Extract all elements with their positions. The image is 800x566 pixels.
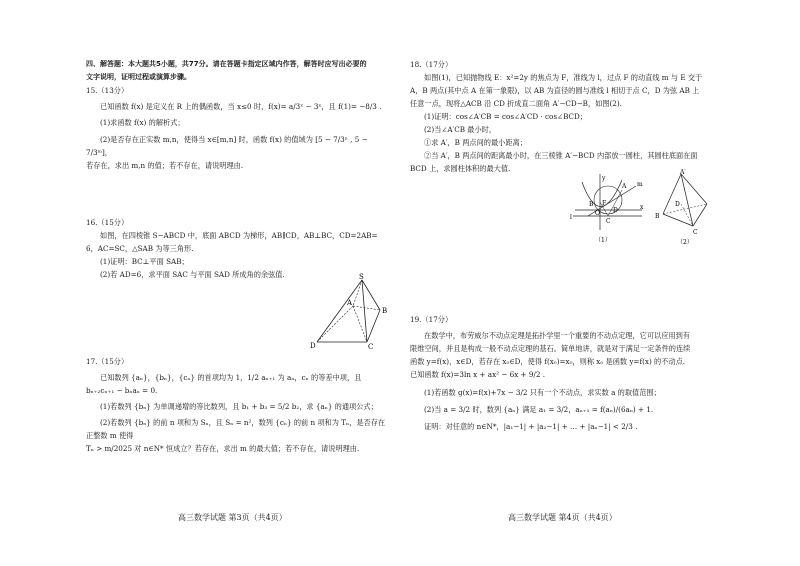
q19-stem4: 已知函数 f(x)=3ln x + ax² − 6x + 9/2 .: [410, 370, 545, 379]
q19-number: 19.（17分）: [410, 315, 453, 324]
q19-part2: (2)当 a = 3/2 时，数列 {aₙ} 满足 a₁ = 3/2，aₙ₊₁ = f(aₙ)/(6aₙ) + 1.: [424, 405, 654, 414]
section-header-line1: 四、解答题：本大题共5小题，共77分。请在答题卡指定区域内作答，解答时应写出必要的: [86, 60, 367, 68]
q18-figure-2: [655, 168, 725, 248]
fig18-1-label-o: O: [595, 210, 600, 217]
q16-number: 16.（15分）: [86, 218, 129, 227]
q16-part1: (1)证明：BC⊥平面 SAB；: [100, 257, 189, 266]
q17-part2b: Tₙ > m/2025 对 n∈N* 恒成立？若存在，求出 m 的最大值；若不存在，请说明理由.: [86, 444, 360, 453]
q17-stem2: bₙ₊₂cₙ₊₁ − bₙaₙ = 0.: [86, 386, 158, 395]
fig18-1-label-d: D: [613, 207, 618, 214]
q15-part1: (1)求函数 f(x) 的解析式；: [100, 118, 185, 127]
q18-number: 18.（17分）: [410, 60, 453, 69]
fig18-2-label-a-prime: A′: [680, 169, 686, 176]
fig18-1-caption: （1）: [595, 237, 611, 244]
fig18-2-label-c: C: [693, 229, 698, 236]
q18-part1: (1)证明：cos∠A′CB = cos∠A′CD · cos∠BCD；: [424, 112, 587, 121]
fig16-label-c: C: [368, 343, 374, 351]
fig18-1-label-l: l: [570, 214, 572, 221]
footer-left: 高三数学试题 第3页（共4页）: [178, 513, 287, 522]
q15-stem: 已知函数 f(x) 是定义在 R 上的偶函数，当 x≤0 时，f(x)= a/3ˣ − 3ˣ，且 f(1)= −8/3 .: [100, 102, 382, 111]
fig16-label-d: D: [310, 342, 316, 350]
q15-part2b: 若存在，求出 m,n 的值；若不存在，请说明理由.: [86, 161, 244, 170]
fig18-1-label-y: y: [602, 175, 606, 182]
q18-part2iia: ②当 A′，B 两点间的距离最小时，在三棱锥 A′−BCD 内部放一圆柱，其圆柱底面在面: [424, 151, 698, 160]
fig18-1-label-a: A: [622, 183, 627, 190]
q18-figure-1: [570, 172, 650, 247]
fig18-2-label-d: D: [675, 201, 680, 208]
fig18-1-label-f: F: [602, 200, 607, 207]
q16-stem1: 如图，在四棱锥 S−ABCD 中，底面 ABCD 为梯形，AB∥CD，AB⊥BC，CD=2AB=: [100, 231, 378, 240]
q19-part1: (1)若函数 g(x)=f(x)+7x − 3/2 只有一个不动点，求实数 a 的取值范围；: [424, 388, 661, 397]
fig16-label-s: S: [359, 273, 364, 281]
q17-stem1: 已知数列 {aₙ}，{bₙ}，{cₙ} 的首项均为 1，1/2 aₙ₊₁ 为 aₙ，cₙ 的等差中项，且: [100, 373, 362, 382]
q16-stem2: 6，AC=SC，△SAB 为等三角形.: [86, 244, 194, 253]
q18-stem2: A，B 两点(其中点 A 在第一象限)，以 AB 为直径的圆与准线 l 相切于点 C，D 为弦 AB 上: [410, 86, 700, 95]
q19-stem3: 函数 y=f(x)，x∈D，若存在 x₀∈D，使得 f(x₀)=x₀，则称 x₀ 是函数 y=f(x) 的不动点.: [410, 357, 686, 366]
q17-part1: (1)若数列 {bₙ} 为单调递增的等比数列，且 b₁ + b₃ = 5/2 b₂，求 {aₙ} 的通项公式；: [100, 402, 378, 411]
q18-part2i: ①求 A′，B 两点间的最小距离；: [424, 138, 527, 147]
fig18-2-caption: （2）: [677, 239, 693, 246]
q19-stem1: 在数学中，布劳威尔不动点定理是拓扑学里一个重要的不动点定理，它可以应用到有: [424, 331, 690, 340]
fig18-2-label-b: B: [655, 213, 660, 220]
q19-stem2: 限维空间，并且是构成一般不动点定理的基石。简单地讲，就是对于满足一定条件的连续: [410, 344, 691, 353]
q15-number: 15.（13分）: [86, 86, 129, 95]
fig18-1-label-x: x: [640, 204, 644, 211]
fig16-label-a: A: [347, 299, 353, 307]
q18-stem1: 如图(1)，已知抛物线 E：x²=2y 的焦点为 F，准线为 l，过点 F 的动直线 m 与 E 交于: [424, 73, 703, 82]
fig16-label-b: B: [382, 307, 388, 315]
q16-pyramid-figure: [305, 272, 400, 352]
q18-stem3: 任意一点，现将△ACB 沿 CD 折成直二面角 A′−CD−B，如图(2).: [410, 99, 622, 108]
q16-part2: (2)若 AD=6，求平面 SAC 与平面 SAD 所成角的余弦值.: [100, 270, 285, 279]
q18-part2iib: BCD 上，求圆柱体积的最大值.: [410, 164, 511, 173]
q15-part2a: (2)是否存在正实数 m,n，使得当 x∈[m,n] 时，函数 f(x) 的值域为 [5 − 7/3ⁿ , 5 − 7/3ᵐ]，: [86, 135, 368, 157]
fig18-1-label-m: m: [637, 181, 643, 188]
footer-right: 高三数学试题 第4页（共4页）: [508, 513, 617, 522]
q17-part2a: (2)若数列 {bₙ} 的前 n 项和为 Sₙ，且 Sₙ = n²，数列 {cₙ} 的前 n 项和为 Tₙ，是否存在正整数 m 使得: [86, 418, 386, 440]
q18-part2: (2)当∠A′CB 最小时，: [424, 125, 497, 134]
left-column: [86, 58, 386, 455]
q19-proof: 证明：对任意的 n∈N*，|a₁−1| + |a₂−1| + … + |aₙ−1| < 2/3 .: [424, 422, 638, 431]
fig18-1-label-c: C: [606, 218, 611, 225]
q17-number: 17.（15分）: [86, 357, 129, 366]
fig18-1-label-b: B: [589, 201, 594, 208]
section-header-line2: 文字说明，证明过程或演算步骤。: [86, 73, 191, 81]
